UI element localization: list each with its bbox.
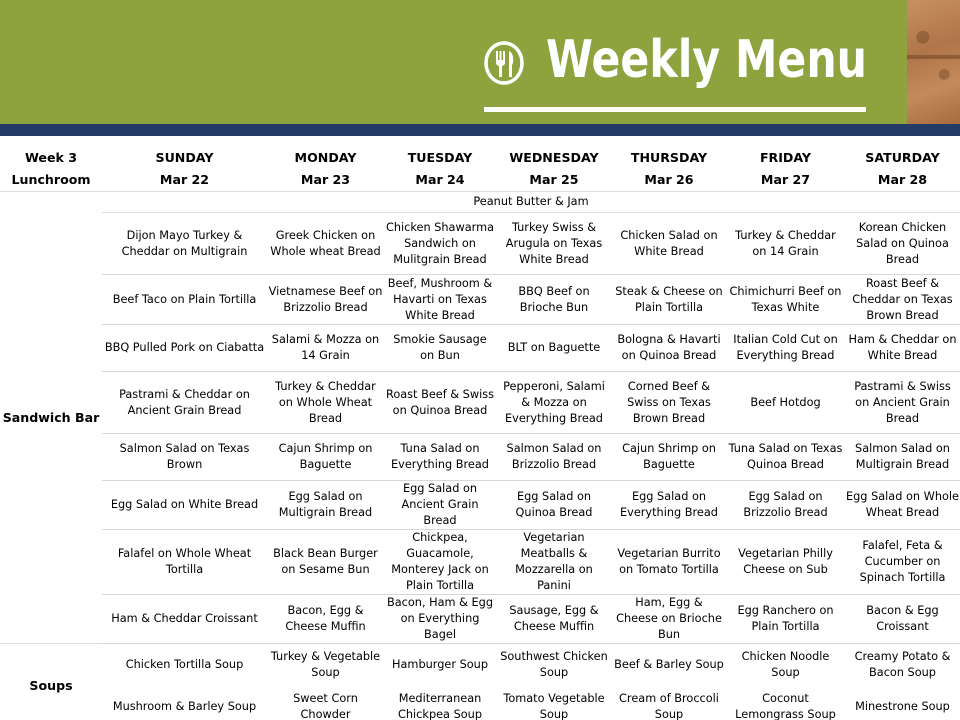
category-label-soups: Soups — [0, 644, 102, 720]
menu-item: Roast Beef & Swiss on Quinoa Bread — [384, 372, 496, 434]
table-row — [0, 481, 960, 530]
day-date: Mar 25 — [529, 172, 579, 187]
table-row — [0, 595, 960, 644]
menu-item: Egg Salad on Multigrain Bread — [267, 481, 384, 530]
table-row — [0, 275, 960, 325]
location-label: Lunchroom — [11, 172, 91, 187]
menu-item: Black Bean Burger on Sesame Bun — [267, 530, 384, 595]
weekly-menu-table — [0, 147, 960, 720]
soup-item: Mushroom & Barley Soup — [112, 699, 257, 713]
menu-item: Egg Salad on Quinoa Bread — [496, 481, 612, 530]
soup-item: Tomato Vegetable Soup — [503, 691, 605, 720]
table-row — [0, 372, 960, 434]
soup-item: Chicken Noodle Soup — [726, 644, 845, 686]
day-header-saturday — [845, 147, 960, 192]
day-header-tuesday — [384, 147, 496, 192]
navy-divider-strip — [0, 124, 960, 136]
menu-item: BBQ Pulled Pork on Ciabatta — [102, 325, 267, 372]
soup-item: Coconut Lemongrass Soup — [735, 691, 836, 720]
menu-item: Salmon Salad on Brizzolio Bread — [496, 434, 612, 481]
menu-item: Vegetarian Philly Cheese on Sub — [726, 530, 845, 595]
day-name: WEDNESDAY — [509, 150, 599, 165]
menu-item: Egg Salad on White Bread — [102, 481, 267, 530]
day-date: Mar 26 — [644, 172, 694, 187]
menu-item: Bacon & Egg Croissant — [845, 595, 960, 644]
everyday-item-row — [0, 192, 960, 213]
menu-item: Egg Ranchero on Plain Tortilla — [726, 595, 845, 644]
soup-item: Cream of Broccoli Soup — [619, 691, 719, 720]
menu-item: Beef, Mushroom & Havarti on Texas White Bread — [384, 275, 496, 325]
menu-item: Falafel on Whole Wheat Tortilla — [102, 530, 267, 595]
stone-texture-image — [907, 0, 960, 124]
table-header-row — [0, 147, 960, 192]
day-name: TUESDAY — [407, 150, 473, 165]
sandwich-bar-section — [0, 192, 960, 644]
table-row — [0, 644, 960, 686]
day-date: Mar 23 — [300, 172, 351, 187]
day-name: SATURDAY — [865, 150, 940, 165]
day-date: Mar 27 — [760, 172, 811, 187]
menu-item: Bologna & Havarti on Quinoa Bread — [612, 325, 726, 372]
table-row — [0, 213, 960, 275]
menu-item: Pepperoni, Salami & Mozza on Everything Bread — [496, 372, 612, 434]
day-header-friday — [726, 147, 845, 192]
table-row — [0, 434, 960, 481]
menu-item: Salmon Salad on Texas Brown — [102, 434, 267, 481]
soups-section — [0, 644, 960, 720]
day-name: MONDAY — [294, 150, 357, 165]
menu-item: Smokie Sausage on Bun — [384, 325, 496, 372]
menu-item: Vietnamese Beef on Brizzolio Bread — [267, 275, 384, 325]
day-date: Mar 24 — [415, 172, 465, 187]
menu-item: Corned Beef & Swiss on Texas Brown Bread — [612, 372, 726, 434]
soup-item: Minestrone Soup — [855, 699, 950, 713]
menu-item: Ham & Cheddar Croissant — [102, 595, 267, 644]
day-date: Mar 28 — [877, 172, 928, 187]
menu-item: Pastrami & Swiss on Ancient Grain Bread — [845, 372, 960, 434]
menu-item: Chicken Salad on White Bread — [612, 213, 726, 275]
category-label-sandwich-bar: Sandwich Bar — [0, 192, 102, 644]
day-name: SUNDAY — [155, 150, 214, 165]
menu-item: Chickpea, Guacamole, Monterey Jack on Plain Tortilla — [384, 530, 496, 595]
menu-item: Korean Chicken Salad on Quinoa Bread — [845, 213, 960, 275]
menu-item: Turkey Swiss & Arugula on Texas White Bread — [496, 213, 612, 275]
menu-item: Greek Chicken on Whole wheat Bread — [267, 213, 384, 275]
fork-knife-icon — [483, 40, 525, 86]
week-label: Week 3 — [24, 150, 78, 165]
soup-item: Southwest Chicken Soup — [496, 644, 612, 686]
menu-item: BLT on Baguette — [496, 325, 612, 372]
day-header-thursday — [612, 147, 726, 192]
menu-item: Cajun Shrimp on Baguette — [267, 434, 384, 481]
day-header-sunday — [102, 147, 267, 192]
menu-item: Salmon Salad on Multigrain Bread — [845, 434, 960, 481]
menu-item: Pastrami & Cheddar on Ancient Grain Bread — [102, 372, 267, 434]
menu-item: Beef Hotdog — [726, 372, 845, 434]
menu-item: Italian Cold Cut on Everything Bread — [726, 325, 845, 372]
menu-item: Tuna Salad on Everything Bread — [384, 434, 496, 481]
menu-item: Steak & Cheese on Plain Tortilla — [612, 275, 726, 325]
menu-item: Falafel, Feta & Cucumber on Spinach Tortilla — [845, 530, 960, 595]
menu-item: Chicken Shawarma Sandwich on Mulitgrain Bread — [384, 213, 496, 275]
menu-item: Ham & Cheddar on White Bread — [845, 325, 960, 372]
menu-item: Egg Salad on Everything Bread — [612, 481, 726, 530]
soup-item: Beef & Barley Soup — [612, 644, 726, 686]
menu-item: Sausage, Egg & Cheese Muffin — [496, 595, 612, 644]
soup-item: Turkey & Vegetable Soup — [267, 644, 384, 686]
menu-item: Turkey & Cheddar on 14 Grain — [726, 213, 845, 275]
soup-item: Sweet Corn Chowder — [293, 691, 358, 720]
menu-item: Vegetarian Burrito on Tomato Tortilla — [612, 530, 726, 595]
day-name: FRIDAY — [759, 150, 812, 165]
menu-item: Ham, Egg & Cheese on Brioche Bun — [612, 595, 726, 644]
menu-item: BBQ Beef on Brioche Bun — [496, 275, 612, 325]
day-header-monday — [267, 147, 384, 192]
page-title: Weekly Menu — [546, 30, 868, 90]
table-row — [0, 530, 960, 595]
menu-item: Roast Beef & Cheddar on Texas Brown Bread — [845, 275, 960, 325]
table-row — [0, 325, 960, 372]
day-name: THURSDAY — [630, 150, 708, 165]
day-header-wednesday — [496, 147, 612, 192]
everyday-item: Peanut Butter & Jam — [102, 192, 960, 213]
menu-item: Egg Salad on Brizzolio Bread — [726, 481, 845, 530]
soup-item: Creamy Potato & Bacon Soup — [845, 644, 960, 686]
soup-item: Chicken Tortilla Soup — [102, 644, 267, 686]
menu-item: Egg Salad on Ancient Grain Bread — [384, 481, 496, 530]
menu-item: Bacon, Ham & Egg on Everything Bagel — [384, 595, 496, 644]
menu-item: Beef Taco on Plain Tortilla — [102, 275, 267, 325]
menu-item: Turkey & Cheddar on Whole Wheat Bread — [267, 372, 384, 434]
menu-item: Tuna Salad on Texas Quinoa Bread — [726, 434, 845, 481]
week-header — [0, 147, 102, 192]
menu-item: Bacon, Egg & Cheese Muffin — [267, 595, 384, 644]
header-banner — [0, 0, 960, 124]
menu-item: Cajun Shrimp on Baguette — [612, 434, 726, 481]
menu-item: Salami & Mozza on 14 Grain — [267, 325, 384, 372]
soup-item: Hamburger Soup — [384, 644, 496, 686]
menu-item: Chimichurri Beef on Texas White — [726, 275, 845, 325]
table-row — [0, 686, 960, 720]
menu-item: Vegetarian Meatballs & Mozzarella on Panini — [496, 530, 612, 595]
title-underline — [484, 107, 866, 112]
menu-item: Dijon Mayo Turkey & Cheddar on Multigrain — [102, 213, 267, 275]
soup-item: Mediterranean Chickpea Soup — [398, 691, 482, 720]
menu-item: Egg Salad on Whole Wheat Bread — [845, 481, 960, 530]
day-date: Mar 22 — [159, 172, 210, 187]
